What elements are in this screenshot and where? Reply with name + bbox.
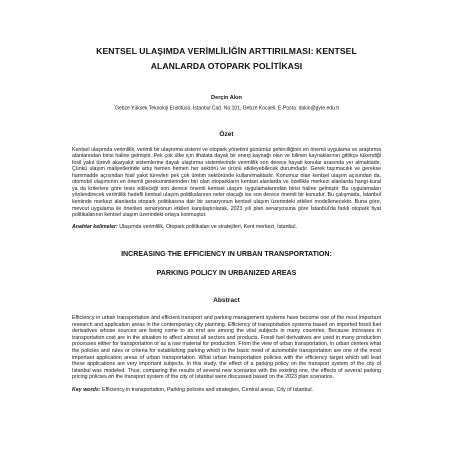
english-keywords-text: Efficiency in transportation, Parking policies and strategies, Central areas, City of Istanbul. — [102, 386, 314, 393]
turkish-title — [72, 44, 381, 74]
turkish-keywords — [72, 224, 381, 231]
turkish-abstract-heading: Özet — [219, 130, 234, 138]
english-keywords-label: Key words: — [72, 386, 101, 393]
turkish-keywords-text: Ulaşımda verimlilik, Otopark politikaları ve stratejileri, Kent merkezi, İstanbul. — [119, 223, 297, 230]
author-name: Derçin Akın — [211, 95, 242, 101]
english-keywords — [72, 387, 381, 394]
english-abstract-text: Efficiency in urban transportation and efficient transport and parking management systems have become one of the most important research and application areas in the contemporary city planning. Efficiency of transportation systems based on imported fossil fuel derivatives whose sources are being come to an end are among the vital subjects in many countries. Because increases in transportation cost are in the situation to affect almost all sectors and products. Fossil fuel derivatives are used in many production processes either for transportation or as a raw material for production. From the view of urban transportation, in urban centers what the policies and rules or criteria for establishing parking which is the basic need of automobile transportation are one of the most important application areas of urban transportation. What urban transportation policies with the efficiency target which will lead these applications are very important subjects. In this study, the effect of a parking policy on the transport system of the city of Istanbul was modeled. Thus, comparing the results of several new scenarios with the existing one, the effects of several parking pricing policies on the transport system of the city of Istanbul were discussed based on the 2023 plan scenarios. — [72, 315, 381, 381]
affiliation-text: Gebze Yüksek Teknoloji Enstitüsü, İstanbul Cad. No:101, Gebze Kocaeli. E-Posta: dakin@gyte.edu.tr — [115, 105, 340, 112]
english-abstract-heading: Abstract — [213, 297, 240, 305]
turkish-keywords-label: Anahtar kelimeler: — [72, 223, 118, 230]
author-affiliation — [72, 104, 381, 112]
turkish-title-line-2: ALANLARDA OTOPARK POLİTİKASI — [150, 61, 303, 71]
english-title-line-1: INCREASING THE EFFICIENCY IN URBAN TRANSPORTATION: — [121, 250, 332, 259]
english-title-line-2: PARKING POLICY IN URBANIZED AREAS — [156, 269, 297, 278]
turkish-abstract-text: Kentsel ulaşımda verimlilik, verimli bir ulaştırma sistemi ve otopark yönetimi günümüz şehirciliğinin en önemli uygulama ve araştırma alanlarından birisi haline gelmiştir. Pek çok ülke için ithalata dayalı bir enerji kaynağı olan ve bilinen kaynaklarının gittikçe tükendiği fosil yakıt türevli akaryakıt sistemlerine dayalı ulaştırma sistemlerinde verimlilik son derece hayati konular arasında yer almaktadır. Çünkü ulaşım maliyetlerinde artış hemen hemen her sektörü ve ürünü etkileyebilecek durumdadır. Gerek taşımacılık ve gerekse hammadde açısından fosil yakıt türevleri pek çok üretim sektöründe kullanılmaktadır. Konumuz olan kentsel ulaşım açısından da, otomobil ulaşımının en önemli gereksinimlerinden biri olan otoparkların kentsel alanlarda ve özellikle merkezi alanlarda hangi kural ya da kriterlere göre tesis edileceği son derece önemli kentsel ulaşım uygulamalarından birisi haline gelmiştir. Bu uygulamaları yönlendirecek verimlilik hedefli kentsel ulaşım politikalarının neler olacağı ise son derece önemli bir konudur. Bu çalışmada, İstanbul kentinde merkezi alanlarda otopark politikasına dair bir senaryonun kentsel ulaşım üzerindeki etkileri modellenecektir. Buna göre, mevcut uygulama ile önerilen senaryonun etkileri karşılaştırılarak, 2023 yılı plan senaryosuna göre İstanbul'da farklı otopark fiyat politikalarının kentsel ulaşım üzerindeki ortaya konmuştur. — [72, 146, 381, 219]
turkish-title-line-1: KENTSEL ULAŞIMDA VERİMLİLİĞİN ARTTIRILMASI: KENTSEL — [96, 46, 357, 56]
affiliation-mark: * — [113, 104, 116, 108]
english-title — [72, 245, 381, 283]
